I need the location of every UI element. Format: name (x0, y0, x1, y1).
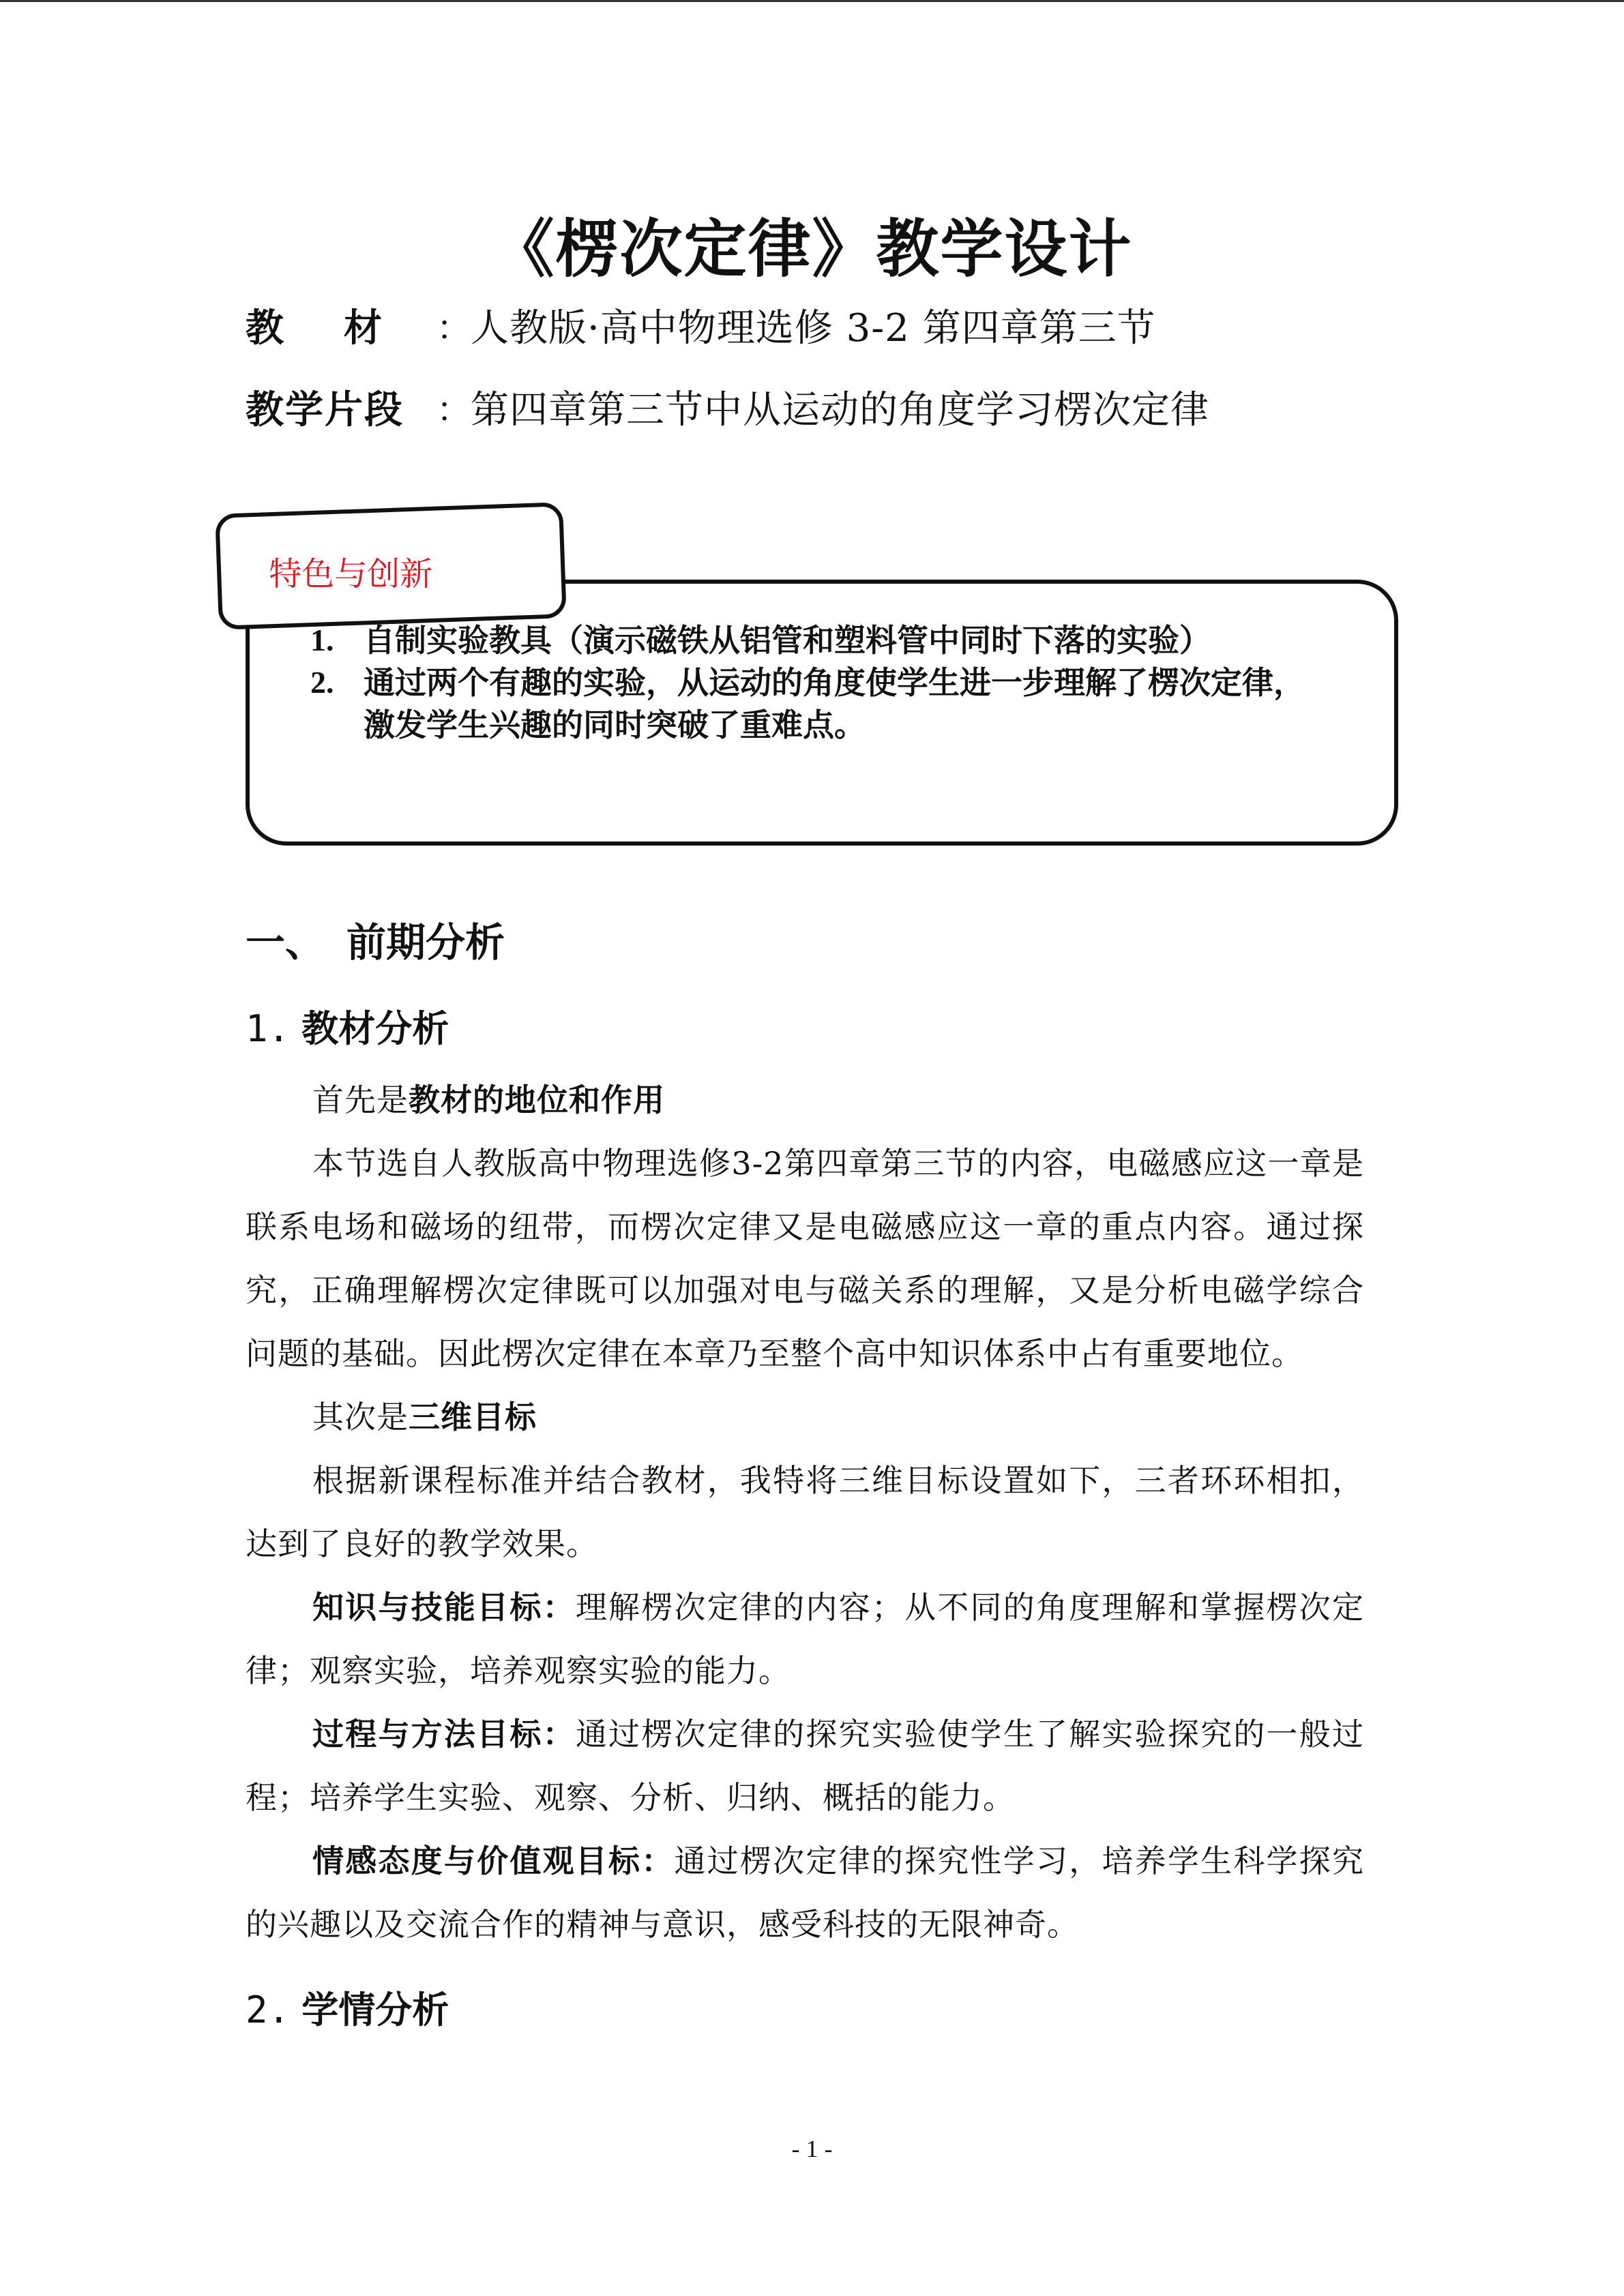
feature-item (310, 661, 1333, 746)
feature-tab-label: 特色与创新 (269, 555, 433, 594)
paragraph-bold: 教材的地位和作用 (409, 1082, 665, 1118)
feature-item (310, 619, 1333, 661)
goal-text: 通过楞次定律的探究实验使学生了解实验探究的一般过程；培养学生实验、观察、分析、归纳、概括的能力。 (246, 1716, 1365, 1816)
paragraph-material-analysis: 本节选自人教版高中物理选修3-2第四章第三节的内容，电磁感应这一章是联系电场和磁场的纽带，而楞次定律又是电磁感应这一章的重点内容。通过探究，正确理解楞次定律既可以加强对电与磁关系的理解，又是分析电磁学综合问题的基础。因此楞次定律在本章乃至整个高中知识体系中占有重要地位。 (246, 1145, 1364, 1372)
paragraph-bold: 三维目标 (409, 1399, 537, 1435)
section-heading-num: 一、 (246, 919, 325, 966)
section-heading-prelim (246, 910, 505, 968)
feature-item-num: 1. (310, 623, 334, 657)
section-heading-title: 前期分析 (346, 919, 505, 966)
meta-material-value: 人教版·高中物理选修 3-2 第四章第三节 (471, 306, 1156, 351)
goal-text: 理解楞次定律的内容；从不同的角度理解和掌握楞次定律；观察实验，培养观察实验的能力。 (246, 1589, 1365, 1689)
meta-material-label: 教 材 (246, 306, 383, 351)
goal-text: 通过楞次定律的探究性学习，培养学生科学探究的兴趣以及交流合作的精神与意识，感受科技的无限神奇。 (246, 1843, 1365, 1943)
feature-item-text: 通过两个有趣的实验，从运动的角度使学生进一步理解了楞次定律，激发学生兴趣的同时突破了重难点。 (364, 664, 1305, 743)
subsection-title: 教材分析 (301, 1007, 449, 1050)
feature-tab (215, 502, 567, 630)
meta-segment-value: 第四章第三节中从运动的角度学习楞次定律 (471, 388, 1209, 432)
meta-material-sep: ： (437, 308, 471, 348)
goal-label: 情感态度与价值观目标： (312, 1843, 675, 1879)
page-number: - 1 - (791, 2135, 833, 2162)
paragraph-goals-desc: 根据新课程标准并结合教材，我特将三维目标设置如下，三者环环相扣，达到了良好的教学效果。 (246, 1462, 1364, 1562)
paragraph-position-intro (246, 1069, 1364, 1132)
goal-label: 过程与方法目标： (312, 1716, 576, 1753)
paragraph-lead: 首先是 (312, 1082, 409, 1118)
subsection-title: 学情分析 (301, 1988, 449, 2031)
page-top-border (0, 0, 1624, 2)
paragraph-lead: 其次是 (312, 1399, 409, 1435)
paragraph-goal-emotion (246, 1830, 1364, 1956)
document-title: 《楞次定律》教学设计 (491, 213, 1133, 286)
subsection-num: 2. (246, 1988, 291, 2031)
subsection-heading-material (246, 1000, 449, 1052)
goal-label: 知识与技能目标： (312, 1589, 576, 1626)
feature-item-text: 自制实验教具（演示磁铁从铝管和塑料管中同时下落的实验） (364, 622, 1211, 659)
meta-segment-sep: ： (437, 390, 471, 430)
subsection-heading-learner (246, 1981, 449, 2033)
paragraph-goal-process (246, 1703, 1364, 1830)
feature-item-num: 2. (310, 665, 334, 700)
feature-list (310, 619, 1333, 746)
meta-segment-label: 教学片段 (246, 388, 404, 432)
meta-segment-row (246, 380, 1209, 434)
paragraph-goals-intro (246, 1386, 1364, 1449)
subsection-num: 1. (246, 1007, 291, 1050)
meta-material-row (246, 298, 1156, 353)
paragraph-goal-knowledge (246, 1576, 1364, 1703)
